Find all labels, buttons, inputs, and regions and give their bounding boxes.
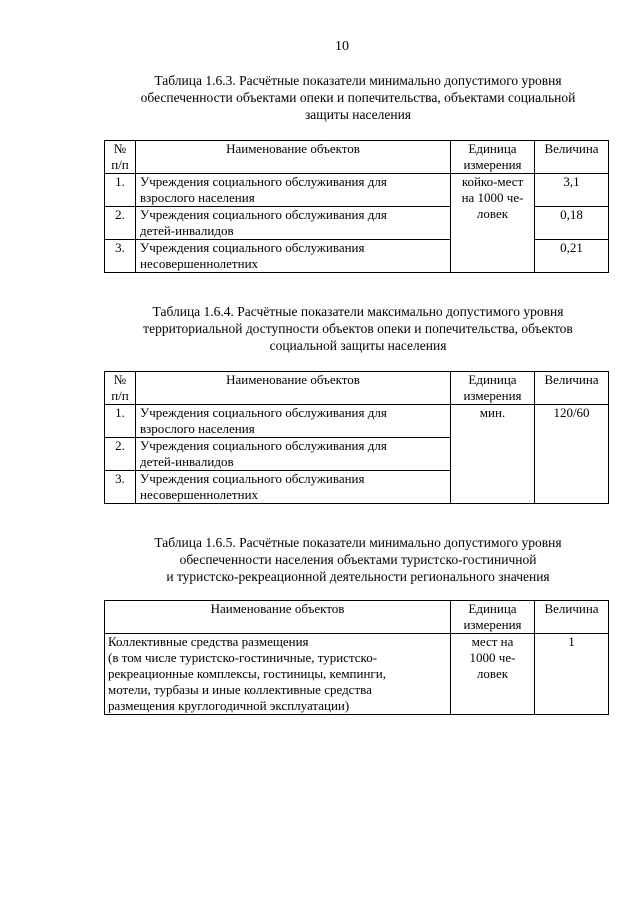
table-row [105, 405, 609, 438]
row-number: 2. [105, 207, 136, 240]
table3-header-row [105, 601, 609, 634]
table2-caption-line: социальной защиты населения [269, 338, 447, 353]
table3-caption-line: Таблица 1.6.5. Расчётные показатели минимально допустимого уровня [154, 535, 562, 550]
row-name: Коллективные средства размещения (в том числе туристско-гостиничные, туристско- рекреационные комплексы, гостиницы, кемпинги, мотели, турбазы и иные коллективные средства размещения круглогодичной эксплуатации) [105, 634, 451, 715]
row-value: 0,21 [535, 240, 609, 273]
table1-unit-merged: койко-мест на 1000 че- ловек [451, 174, 535, 273]
row-name: Учреждения социального обслуживания несовершеннолетних [136, 471, 451, 504]
row-number: 3. [105, 240, 136, 273]
table3-header-name: Наименование объектов [105, 601, 451, 634]
table3-caption [104, 534, 612, 585]
table1-header-name: Наименование объектов [136, 141, 451, 174]
table1-header-value: Величина [535, 141, 609, 174]
row-value: 3,1 [535, 174, 609, 207]
table3-caption-line: и туристско-рекреационной деятельности регионального значения [166, 569, 550, 584]
table2-value-merged: 120/60 [535, 405, 609, 504]
table2-header-unit: Единица измерения [451, 372, 535, 405]
table2-caption-line: Таблица 1.6.4. Расчётные показатели максимально допустимого уровня [152, 304, 564, 319]
table3-header-value: Величина [535, 601, 609, 634]
table3-caption-line: обеспеченности населения объектами туристско-гостиничной [179, 552, 537, 567]
row-value: 0,18 [535, 207, 609, 240]
row-number: 1. [105, 174, 136, 207]
table2-caption [104, 303, 612, 354]
row-name: Учреждения социального обслуживания для детей-инвалидов [136, 438, 451, 471]
table-row [105, 634, 609, 715]
table1-caption-line: обеспеченности объектами опеки и попечительства, объектами социальной [140, 90, 576, 105]
row-number: 2. [105, 438, 136, 471]
table2-header-name: Наименование объектов [136, 372, 451, 405]
page-number: 10 [335, 39, 349, 54]
table3-header-unit: Единица измерения [451, 601, 535, 634]
row-value: 1 [535, 634, 609, 715]
table-row [105, 174, 609, 207]
table2 [104, 371, 609, 504]
table1-header-row [105, 141, 609, 174]
table3 [104, 600, 609, 715]
table1-header-num: № п/п [105, 141, 136, 174]
table1-caption [104, 72, 612, 123]
table2-header-row [105, 372, 609, 405]
table1-caption-line: защиты населения [304, 107, 412, 122]
row-number: 3. [105, 471, 136, 504]
table2-header-num: № п/п [105, 372, 136, 405]
row-name: Учреждения социального обслуживания для взрослого населения [136, 174, 451, 207]
row-unit: мест на 1000 че- ловек [451, 634, 535, 715]
table1 [104, 140, 609, 273]
table2-unit-merged: мин. [451, 405, 535, 504]
row-name: Учреждения социального обслуживания несовершеннолетних [136, 240, 451, 273]
row-number: 1. [105, 405, 136, 438]
table1-caption-line: Таблица 1.6.3. Расчётные показатели минимально допустимого уровня [154, 73, 562, 88]
row-name: Учреждения социального обслуживания для детей-инвалидов [136, 207, 451, 240]
row-name: Учреждения социального обслуживания для взрослого населения [136, 405, 451, 438]
table1-header-unit: Единица измерения [451, 141, 535, 174]
table2-caption-line: территориальной доступности объектов опеки и попечительства, объектов [143, 321, 573, 336]
table2-header-value: Величина [535, 372, 609, 405]
